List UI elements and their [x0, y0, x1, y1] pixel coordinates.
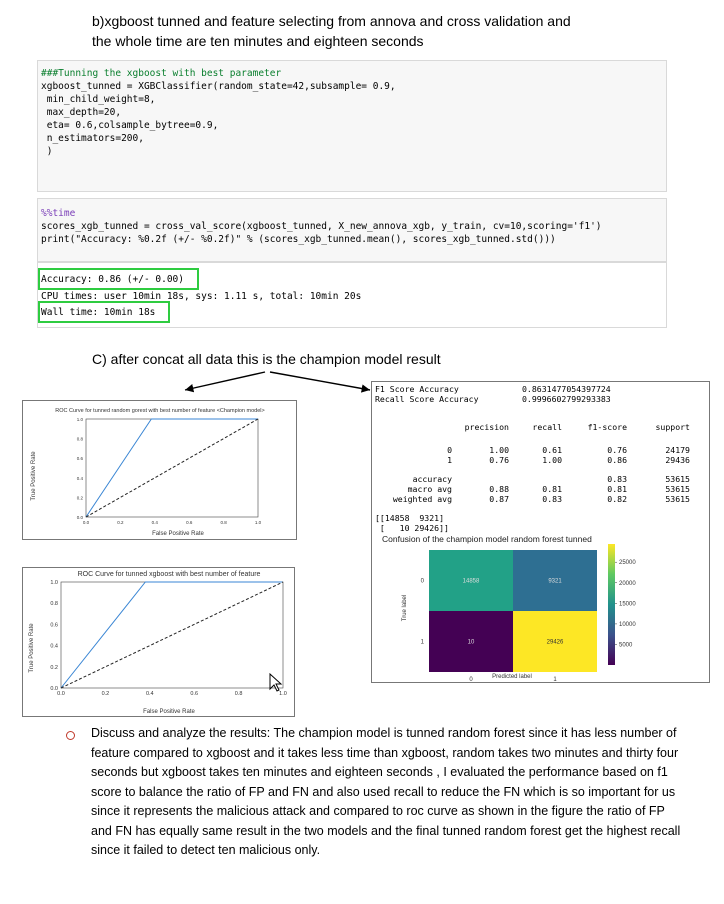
matrix-line2: [ 10 29426]] — [375, 523, 449, 533]
wall-output: Wall time: 10min 18s — [41, 307, 156, 318]
x-tick-label: 0.0 — [82, 520, 90, 525]
report-cell: 0.81 — [542, 484, 562, 494]
report-header-cell: support — [655, 422, 690, 432]
code-line: scores_xgb_tunned = cross_val_score(xgboost_tunned, X_new_annova_xgb, y_train, cv=10,scoring='f1') — [41, 221, 602, 232]
y-tick-label: 0.0 — [76, 515, 83, 520]
code-cell-2[interactable] — [37, 198, 667, 262]
colorbar-tick-label: 20000 — [619, 580, 636, 587]
code-cell-1[interactable] — [37, 60, 667, 192]
x-tick-label: 1.0 — [279, 691, 287, 697]
roc-rf-ylabel: True Positive Rate — [31, 451, 37, 501]
recall-score-value: 0.9996602799293383 — [522, 394, 611, 404]
report-cell: 0.76 — [607, 445, 627, 455]
report-cell: 0.86 — [607, 455, 627, 465]
report-row-label: 1 — [447, 455, 452, 465]
accuracy-output: Accuracy: 0.86 (+/- 0.00) — [41, 274, 184, 285]
colorbar-tick-label: 25000 — [619, 560, 636, 567]
code-line: print("Accuracy: %0.2f (+/- %0.2f)" % (scores_xgb_tunned.mean(), scores_xgb_tunned.std())) — [41, 234, 556, 245]
y-tick-label: 0.2 — [50, 664, 58, 671]
cm-ylabel: True label — [402, 594, 408, 622]
code-line: ) — [41, 146, 53, 157]
section-b-line2: the whole time are ten minutes and eighteen seconds — [92, 33, 424, 49]
y-tick-label: 0.0 — [50, 686, 58, 692]
y-tick-label: 0.4 — [76, 475, 83, 481]
report-cell: 29436 — [665, 455, 690, 465]
cm-x-tick: 0 — [469, 677, 473, 682]
plot-area — [86, 419, 258, 517]
report-row-label: 0 — [447, 445, 452, 455]
roc-xgb-chart — [23, 568, 296, 718]
report-cell: 53615 — [665, 494, 690, 504]
code-line: min_child_weight=8, — [41, 94, 156, 105]
report-header-cell: recall — [532, 422, 562, 432]
cm-xlabel: Predicted label — [492, 674, 532, 680]
roc-xgb-ylabel: True Positive Rate — [29, 623, 35, 673]
x-tick-label: 1.0 — [254, 520, 262, 525]
report-cell: 53615 — [665, 484, 690, 494]
code-line: max_depth=20, — [41, 107, 122, 118]
roc-xgb-title: ROC Curve for tunned xgboost with best number of feature — [77, 571, 261, 578]
roc-rf-panel — [22, 400, 297, 540]
report-cell: 0.61 — [542, 445, 562, 455]
report-cell: 0.82 — [607, 494, 627, 504]
code-line: n_estimators=200, — [41, 133, 144, 144]
roc-curve — [86, 419, 258, 517]
code-line: xgboost_tunned = XGBClassifier(random_state=42,subsample= 0.9, — [41, 81, 396, 92]
cm-cell-value: 29426 — [546, 639, 564, 646]
confusion-matrix-chart — [372, 544, 711, 682]
y-tick-label: 0.6 — [50, 622, 58, 629]
report-cell: 24179 — [665, 445, 690, 455]
report-row-label: macro avg — [407, 484, 452, 494]
arrows — [170, 360, 400, 400]
mouse-cursor-icon — [268, 673, 284, 693]
roc-baseline — [61, 582, 283, 688]
recall-score-label: Recall Score Accuracy — [375, 394, 479, 404]
y-tick-label: 0.8 — [50, 601, 58, 608]
cm-cell-value: 10 — [467, 639, 475, 646]
report-cell: 0.76 — [489, 455, 509, 465]
report-panel — [371, 381, 710, 683]
roc-rf-chart — [23, 401, 298, 541]
y-tick-label: 0.6 — [76, 456, 83, 462]
x-tick-label: 0.6 — [186, 520, 193, 525]
arrow-right — [270, 372, 370, 390]
y-tick-label: 0.8 — [76, 436, 83, 442]
cm-x-tick: 1 — [553, 677, 557, 682]
code-line: ###Tunning the xgboost with best parameter — [41, 68, 282, 79]
report-cell: 53615 — [665, 474, 690, 484]
report-cell: 1.00 — [489, 445, 509, 455]
output-cell — [37, 262, 667, 328]
code-line: %%time — [41, 208, 76, 219]
cm-y-tick: 0 — [420, 578, 424, 585]
report-row-label: weighted avg — [392, 494, 452, 504]
matrix-line1: [[14858 9321] — [375, 513, 445, 523]
f1-score-label: F1 Score Accuracy — [375, 384, 459, 394]
x-tick-label: 0.2 — [117, 520, 124, 525]
arrow-left — [185, 372, 265, 390]
roc-rf-title: ROC Curve for tunned random gorest with best number of feature <Champion model> — [55, 408, 265, 414]
y-tick-label: 0.2 — [76, 495, 83, 501]
roc-xgb-panel — [22, 567, 295, 717]
roc-xgb-xlabel: False Positive Rate — [143, 709, 195, 715]
section-b-line1: b)xgboost tunned and feature selecting from annova and cross validation and — [92, 13, 571, 29]
report-header-cell: precision — [464, 422, 509, 432]
roc-baseline — [86, 419, 258, 517]
colorbar-tick-label: 15000 — [619, 601, 636, 608]
y-tick-label: 0.4 — [50, 643, 58, 650]
x-tick-label: 0.2 — [101, 691, 110, 697]
report-header-cell: f1-score — [587, 422, 627, 432]
cm-cell-value: 9321 — [548, 578, 562, 585]
f1-score-value: 0.8631477054397724 — [522, 384, 611, 394]
report-cell: 1.00 — [542, 455, 562, 465]
x-tick-label: 0.8 — [220, 520, 227, 525]
x-tick-label: 0.4 — [151, 520, 158, 525]
y-tick-label: 1.0 — [76, 417, 83, 422]
report-cell: 0.81 — [607, 484, 627, 494]
section-b-heading — [92, 11, 571, 51]
confusion-title: Confusion of the champion model random forest tunned — [382, 534, 592, 544]
report-cell: 0.83 — [607, 474, 627, 484]
colorbar-tick-label: 10000 — [619, 621, 636, 628]
cpu-output: CPU times: user 10min 18s, sys: 1.11 s, total: 10min 20s — [41, 291, 362, 302]
discussion-paragraph: Discuss and analyze the results: The champion model is tunned random forest since it has less number of feature compared to xgboost and it takes less time than xgboost, random takes two minutes and thirty four seconds but xgboost takes ten minutes and eighteen seconds , I evaluated the performance based on f1 score to balance the ratio of FP and FN and also used recall to reduce the FN which is so important for us since it represents the malicious attack and compared to roc curve as shown in the figure the ratio of FP and FN has equally same result in the two models and the final tunned random forest get the highest recall since it failed to detect ten malicious only. — [91, 726, 681, 857]
cm-cell-value: 14858 — [462, 578, 480, 585]
x-tick-label: 0.6 — [190, 691, 199, 697]
bullet-circle-icon — [66, 731, 75, 740]
colorbar-tick-label: 5000 — [619, 642, 633, 649]
colorbar — [608, 544, 615, 665]
report-cell: 0.87 — [489, 494, 509, 504]
code-line: eta= 0.6,colsample_bytree=0.9, — [41, 120, 219, 131]
section-c-heading: C) after concat all data this is the champion model result — [92, 351, 441, 367]
report-cell: 0.83 — [542, 494, 562, 504]
x-tick-label: 0.8 — [234, 691, 243, 697]
cm-y-tick: 1 — [420, 639, 424, 646]
report-row-label: accuracy — [412, 474, 452, 484]
roc-rf-xlabel: False Positive Rate — [152, 531, 204, 537]
x-tick-label: 0.4 — [145, 691, 154, 697]
y-tick-label: 1.0 — [50, 580, 58, 586]
report-cell: 0.88 — [489, 484, 509, 494]
x-tick-label: 0.0 — [57, 691, 65, 697]
